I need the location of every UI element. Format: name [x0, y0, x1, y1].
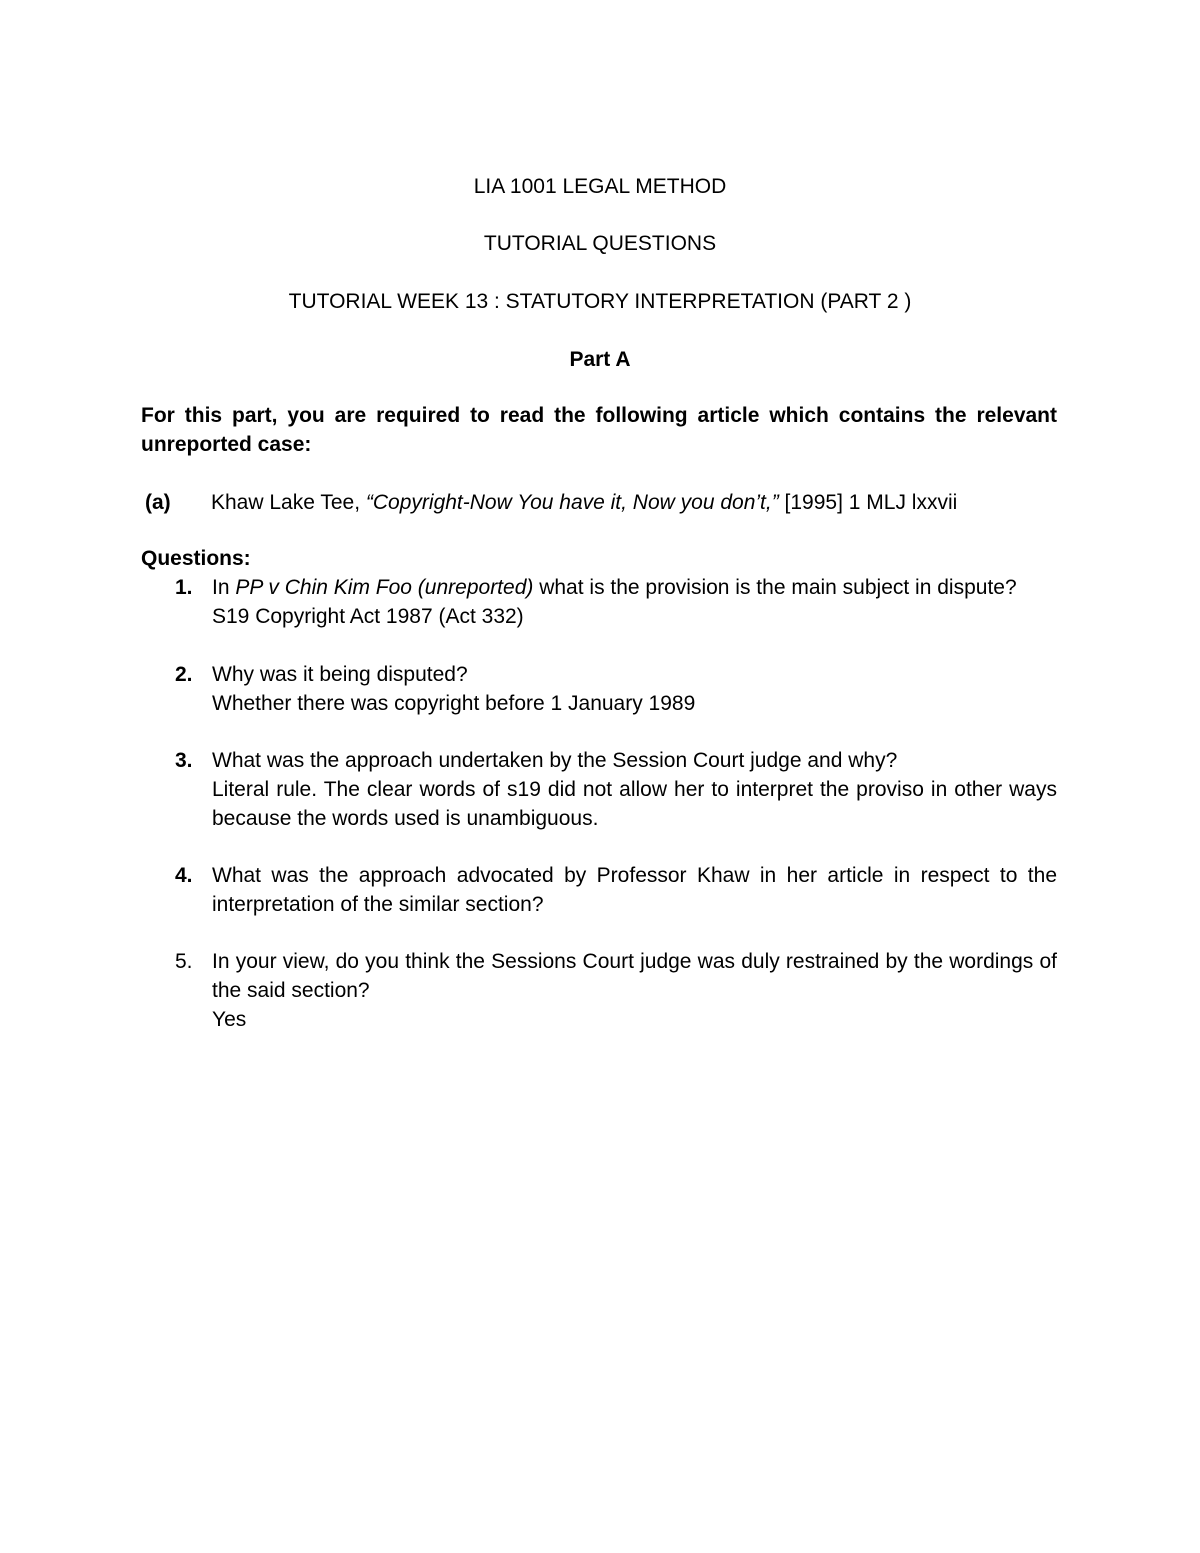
- document-subtitle: TUTORIAL QUESTIONS: [483, 232, 717, 255]
- question-item: [141, 947, 1057, 1034]
- tutorial-week-heading: TUTORIAL WEEK 13 : STATUTORY INTERPRETATION (PART 2 ): [288, 290, 912, 313]
- question-number: 2.: [175, 663, 193, 686]
- question-text: What was the approach advocated by Professor Khaw in her article in respect to the interpretation of the similar section?: [212, 864, 1057, 916]
- question-text: What was the approach undertaken by the Session Court judge and why?: [212, 749, 898, 772]
- article-author: Khaw Lake Tee,: [211, 491, 366, 514]
- question-text: In your view, do you think the Sessions Court judge was duly restrained by the wordings of the said section?: [212, 950, 1057, 1002]
- answer-text: Literal rule. The clear words of s19 did not allow her to interpret the proviso in other ways because the words used is unambiguous.: [212, 778, 1057, 830]
- course-title: LIA 1001 LEGAL METHOD: [473, 175, 727, 198]
- question-text: In PP v Chin Kim Foo (unreported) what is the provision is the main subject in dispute?: [212, 576, 1017, 599]
- question-item: [141, 660, 1057, 718]
- question-text: Why was it being disputed?: [212, 663, 468, 686]
- part-heading: Part A: [569, 348, 631, 371]
- article-title: “Copyright-Now You have it, Now you don’t,”: [365, 491, 779, 514]
- article-reference: [145, 488, 1057, 517]
- article-label: (a): [145, 491, 171, 514]
- question-number: 3.: [175, 749, 193, 772]
- case-name: PP v Chin Kim Foo (unreported): [235, 576, 534, 599]
- answer-text: S19 Copyright Act 1987 (Act 332): [212, 605, 524, 628]
- question-number: 5.: [175, 950, 193, 973]
- answer-text: Whether there was copyright before 1 January 1989: [212, 692, 696, 715]
- intro-paragraph: For this part, you are required to read the following article which contains the relevant unreported case:: [141, 404, 1057, 456]
- question-item: [141, 861, 1057, 919]
- answer-text: Yes: [212, 1008, 247, 1031]
- questions-heading: Questions:: [141, 547, 251, 570]
- article-citation: [1995] 1 MLJ lxxvii: [778, 491, 958, 514]
- question-number: 1.: [175, 576, 193, 599]
- question-item: [141, 573, 1057, 631]
- question-number: 4.: [175, 864, 193, 887]
- question-item: [141, 746, 1057, 833]
